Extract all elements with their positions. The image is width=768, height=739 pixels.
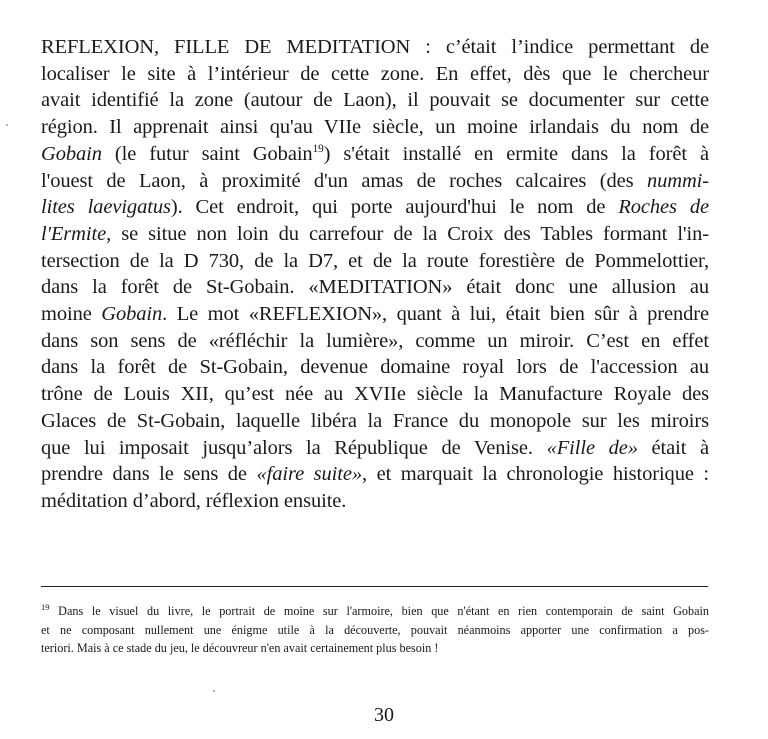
text-run: , se situe non loin du carrefour de la Croix des Tables formant l'in- bbox=[106, 222, 709, 245]
italic-text: nummi- bbox=[646, 169, 709, 192]
text-run: Dans le visuel du livre, le portrait de moine sur l'armoire, bien que n'étant en rien contemporain de saint Gobain bbox=[49, 604, 709, 618]
body-paragraph bbox=[41, 34, 709, 515]
body-line bbox=[41, 435, 709, 462]
text-run: méditation d’abord, réflexion ensuite. bbox=[41, 489, 347, 512]
body-line bbox=[41, 141, 709, 168]
body-line bbox=[41, 408, 709, 435]
text-run: trône de Louis XII, qu’est née au XVIIe siècle la Manufacture Royale des bbox=[41, 383, 709, 406]
italic-text: l'Ermite bbox=[41, 222, 107, 245]
text-run: prendre dans le sens de bbox=[41, 463, 257, 486]
scan-speck bbox=[213, 690, 215, 692]
body-line bbox=[41, 274, 709, 301]
text-run: ). Cet endroit, qui porte aujourd'hui le nom de bbox=[170, 196, 619, 219]
italic-text: Gobain bbox=[41, 142, 102, 165]
body-line bbox=[41, 461, 709, 488]
italic-text: Roches de bbox=[618, 196, 710, 219]
body-line bbox=[41, 194, 709, 221]
body-line bbox=[41, 221, 709, 248]
body-line bbox=[41, 381, 709, 408]
text-run: l'ouest de Laon, à proximité d'un amas de roches calcaires (des bbox=[41, 169, 647, 192]
italic-text: «Fille de» bbox=[546, 436, 638, 459]
text-run: dans son sens de «réfléchir la lumière», comme un miroir. C’est en effet bbox=[41, 329, 709, 352]
body-line bbox=[41, 34, 709, 61]
italic-text: Gobain bbox=[101, 303, 163, 326]
footnote-marker: 19 bbox=[41, 601, 50, 612]
footnote bbox=[41, 602, 709, 658]
text-run: localiser le site à l’intérieur de cette zone. En effet, dès que le chercheur bbox=[41, 62, 709, 85]
text-run: avait identifié la zone (autour de Laon), il pouvait se documenter sur cette bbox=[41, 89, 709, 112]
body-line bbox=[41, 87, 709, 114]
text-run: REFLEXION, FILLE DE MEDITATION : c’était l’indice permettant de bbox=[41, 36, 709, 58]
body-line bbox=[41, 114, 709, 141]
footnote-line bbox=[41, 639, 709, 658]
text-run: dans la forêt de St-Gobain. «MEDITATION» était donc une allusion au bbox=[41, 276, 709, 299]
body-line bbox=[41, 168, 709, 195]
body-line bbox=[41, 354, 709, 381]
text-run: tersection de la D 730, de la D7, et de la route forestière de Pommelottier, bbox=[41, 249, 709, 272]
scan-speck bbox=[6, 124, 8, 126]
footnote-marker: 19 bbox=[312, 142, 324, 155]
footnote-separator bbox=[41, 586, 708, 587]
text-run: dans la forêt de St-Gobain, devenue domaine royal lors de l'accession au bbox=[41, 356, 709, 379]
footnote-line bbox=[41, 621, 709, 640]
text-run: (le futur saint Gobain bbox=[101, 142, 313, 165]
italic-text: lites laevigatus bbox=[41, 196, 171, 219]
body-line bbox=[41, 328, 709, 355]
body-line bbox=[41, 301, 709, 328]
text-run: Glaces de St-Gobain, laquelle libéra la France du monopole sur les miroirs bbox=[41, 409, 709, 432]
text-run: . Le mot «REFLEXION», quant à lui, était bien sûr à prendre bbox=[162, 303, 709, 326]
text-run: moine bbox=[41, 303, 102, 326]
text-run: et ne composant nullement une énigme utile à la découverte, pouvait néanmoins apporter une confirmation a pos- bbox=[41, 622, 709, 637]
text-run: ) s'était installé en ermite dans la forêt à bbox=[323, 142, 709, 165]
text-run: que lui imposait jusqu’alors la République de Venise. bbox=[41, 436, 547, 459]
text-run: région. Il apprenait ainsi qu'au VIIe siècle, un moine irlandais du nom de bbox=[41, 116, 709, 139]
italic-text: «faire suite» bbox=[256, 463, 363, 486]
body-line bbox=[41, 488, 709, 515]
text-run: était à bbox=[637, 436, 709, 459]
page-number: 30 bbox=[374, 704, 394, 726]
body-line bbox=[41, 248, 709, 275]
text-run: , et marquait la chronologie historique : bbox=[362, 463, 709, 486]
text-run: teriori. Mais à ce stade du jeu, le découvreur n'en avait certainement plus besoin ! bbox=[41, 641, 439, 656]
footnote-line bbox=[41, 602, 709, 621]
body-line bbox=[41, 61, 709, 88]
